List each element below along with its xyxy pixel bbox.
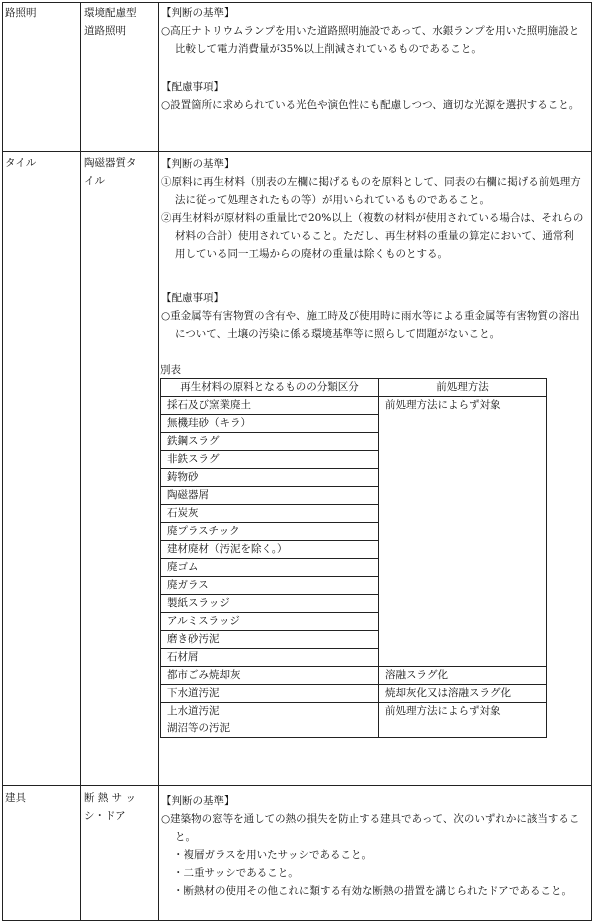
criterion-item: ○建築物の窓等を通しての熱の損失を防止する建具であって、次のいずれかに該当すること。	[161, 813, 580, 843]
appendix-label: 別表	[160, 364, 181, 376]
table-row: 非鉄スラグ	[161, 451, 547, 469]
criterion-item: ②再生材料が原材料の重量比で20%以上（複数の材料が使用されている場合は、それらの材料の合計）使用されていること。ただし、再生材料の重量の算定において、通常利用している同一工場からの廃材の重量は除くものとする。	[161, 212, 584, 260]
section-heading: 【判断の基準】	[161, 7, 235, 19]
section-heading: 【判断の基準】	[161, 795, 235, 807]
section-heading: 【判断の基準】	[161, 158, 235, 170]
table-row: 建材廃材（汚泥を除く。）	[161, 541, 547, 559]
table-row: 都市ごみ焼却灰 溶融スラグ化	[161, 667, 547, 685]
table-header-row	[161, 379, 547, 397]
section-heading: 【配慮事項】	[161, 292, 224, 304]
criterion-item: ○高圧ナトリウムランプを用いた道路照明施設であって、水銀ランプを用いた照明施設と比較して電力消費量が35%以上削減されているものであること。	[161, 25, 580, 55]
item-road-lighting: 環境配慮型 道路照明	[84, 7, 137, 37]
tile-judgment	[161, 155, 584, 263]
table-row: 石材屑	[161, 649, 547, 667]
table-row: 上水道汚泥 前処理方法によらず対象	[161, 703, 547, 721]
table-row: 廃プラスチック	[161, 523, 547, 541]
item-fittings: 断 熱 サ ッ シ・ドア	[84, 792, 137, 822]
table-row: 湖沼等の汚泥	[161, 720, 547, 738]
table-row: 石炭灰	[161, 505, 547, 523]
tile-considerations	[161, 289, 584, 343]
table-row: 無機珪砂（キラ）	[161, 415, 547, 433]
road-lighting-considerations	[161, 78, 584, 114]
header-material: 再生材料の原料となるものの分類区分	[161, 379, 379, 397]
consideration-item: ○設置箇所に求められている光色や演色性にも配慮しつつ、適切な光源を選択すること。	[161, 99, 580, 111]
table-row: 廃ゴム	[161, 559, 547, 577]
bullet-item: ・断熱材の使用その他これに類する有効な断熱の措置を講じられたドアであること。	[173, 885, 572, 897]
fittings-judgment	[161, 792, 584, 900]
table-row: 鋳物砂	[161, 469, 547, 487]
table-row: 廃ガラス	[161, 577, 547, 595]
table-row: 下水道汚泥 焼却灰化又は溶融スラグ化	[161, 685, 547, 703]
table-row: アルミスラッジ	[161, 613, 547, 631]
table-row: 陶磁器屑	[161, 487, 547, 505]
section-heading: 【配慮事項】	[161, 81, 224, 93]
row-divider	[3, 151, 591, 152]
category-tile: タイル	[5, 157, 37, 169]
category-fittings: 建具	[5, 792, 26, 804]
row-divider	[3, 785, 591, 786]
table-row: 採石及び窯業廃土 前処理方法によらず対象	[161, 397, 547, 415]
table-row: 鉄鋼スラグ	[161, 433, 547, 451]
item-tile: 陶磁器質タ イル	[84, 157, 137, 187]
bullet-item: ・複層ガラスを用いたサッシであること。	[173, 849, 372, 861]
consideration-item: ○重金属等有害物質の含有や、施工時及び使用時に雨水等による重金属等有害物質の溶出について、土壌の汚染に係る環境基準等に照らして問題がないこと。	[161, 310, 580, 340]
category-road-lighting: 路照明	[5, 7, 37, 19]
table-row: 製紙スラッジ	[161, 595, 547, 613]
column-divider	[158, 3, 159, 920]
criterion-item: ①原料に再生材料（別表の左欄に掲げるものを原料として、同表の右欄に掲げる前処理方法に従って処理されたもの等）が用いられているものであること。	[161, 176, 581, 206]
table-row: 磨き砂汚泥	[161, 631, 547, 649]
appendix-table	[160, 378, 547, 738]
bullet-item: ・二重サッシであること。	[173, 867, 299, 879]
road-lighting-judgment	[161, 4, 584, 58]
header-method: 前処理方法	[379, 379, 547, 397]
column-divider	[80, 3, 81, 920]
